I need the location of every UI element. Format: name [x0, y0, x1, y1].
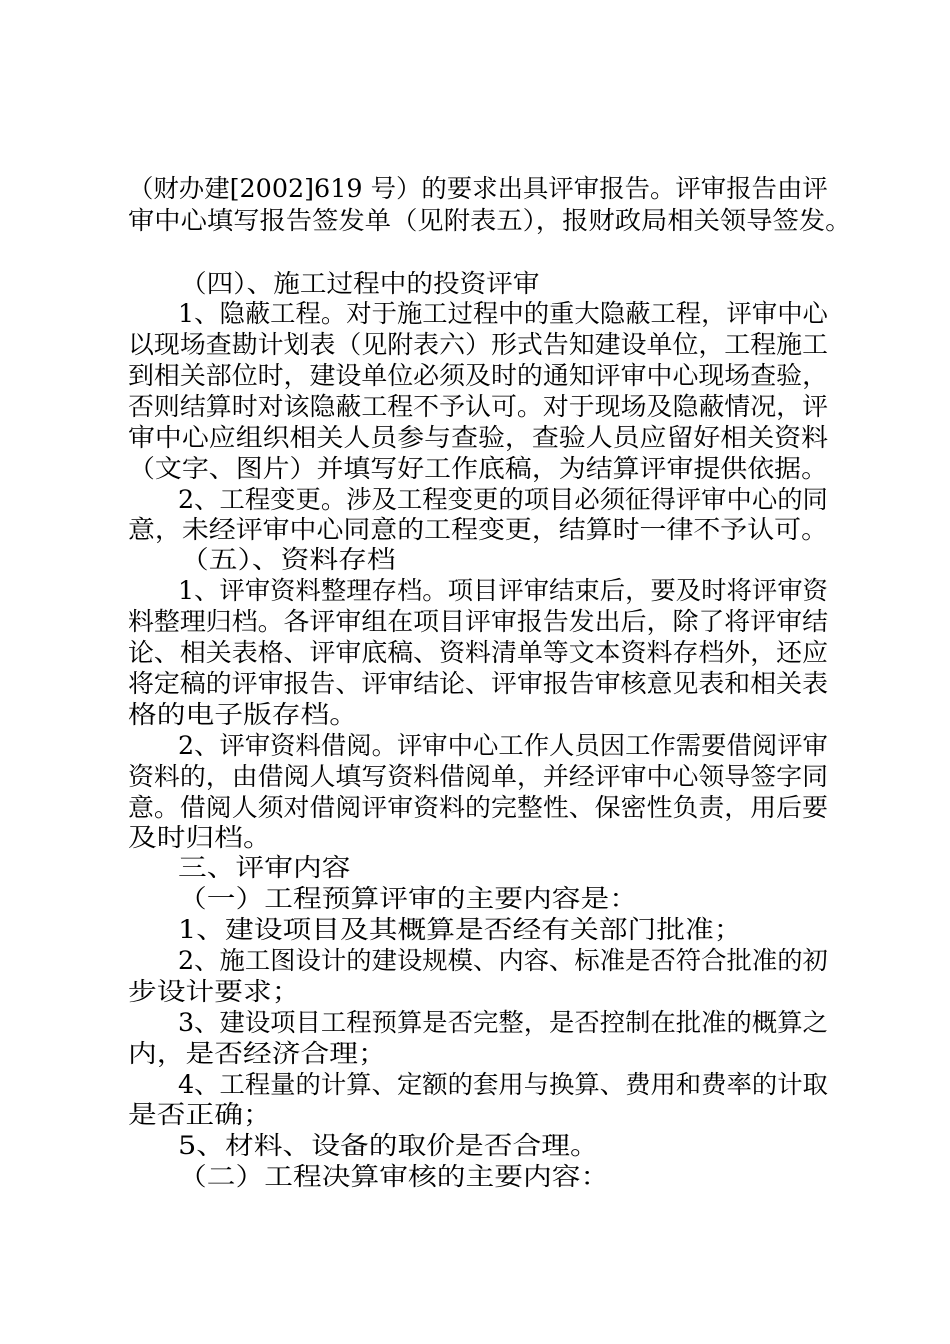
section-heading: （一）工程预算评审的主要内容是： — [178, 884, 639, 913]
section-heading: （五）、资料存档 — [180, 545, 396, 574]
text-line: （财办建[2002]619 号）的要求出具评审报告。评审报告由评 — [128, 174, 828, 203]
text-line: 1、建设项目及其概算是否经有关部门批准； — [178, 915, 743, 944]
text-line: 4、工程量的计算、定额的套用与换算、费用和费率的计取 — [178, 1070, 828, 1099]
text-line: 5、材料、设备的取价是否合理。 — [178, 1131, 599, 1160]
section-heading: （四）、施工过程中的投资评审 — [180, 269, 540, 298]
section-heading: （二）工程决算审核的主要内容： — [178, 1162, 610, 1191]
text-line: 步设计要求； — [128, 977, 301, 1006]
text-line: 意，未经评审中心同意的工程变更，结算时一律不予认可。 — [128, 515, 829, 544]
text-line: 2、施工图设计的建设规模、内容、标准是否符合批准的初 — [178, 946, 828, 975]
text-line: 论、相关表格、评审底稿、资料清单等文本资料存档外，还应 — [128, 638, 829, 667]
text-line: 料整理归档。各评审组在项目评审报告发出后，除了将评审结 — [128, 607, 829, 636]
text-line: 审中心应组织相关人员参与查验，查验人员应留好相关资料 — [128, 423, 829, 452]
text-line: 审中心填写报告签发单（见附表五），报财政局相关领导签发。 — [128, 206, 852, 235]
text-line: 1、评审资料整理存档。项目评审结束后，要及时将评审资 — [178, 576, 828, 605]
text-line: 格的电子版存档。 — [128, 700, 359, 729]
text-line: 是否正确； — [128, 1100, 272, 1129]
text-line: 将定稿的评审报告、评审结论、评审报告审核意见表和相关表 — [128, 669, 829, 698]
text-line: 内，是否经济合理； — [128, 1039, 387, 1068]
text-line: 否则结算时对该隐蔽工程不予认可。对于现场及隐蔽情况，评 — [128, 392, 829, 421]
text-line: 2、评审资料借阅。评审中心工作人员因工作需要借阅评审 — [178, 731, 828, 760]
text-line: 到相关部位时，建设单位必须及时的通知评审中心现场查验， — [128, 361, 829, 390]
text-line: 意。借阅人须对借阅评审资料的完整性、保密性负责，用后要 — [128, 793, 829, 822]
section-heading: 三、评审内容 — [178, 853, 351, 882]
text-line: 及时归档。 — [128, 823, 272, 852]
text-line: （文字、图片）并填写好工作底稿，为结算评审提供依据。 — [128, 454, 829, 483]
text-line: 资料的，由借阅人填写资料借阅单，并经评审中心领导签字同 — [128, 762, 829, 791]
text-line: 3、建设项目工程预算是否完整，是否控制在批准的概算之 — [178, 1008, 828, 1037]
text-line: 2、工程变更。涉及工程变更的项目必须征得评审中心的同 — [178, 485, 828, 514]
text-line: 1、隐蔽工程。对于施工过程中的重大隐蔽工程，评审中心 — [178, 299, 828, 328]
text-line: 以现场查勘计划表（见附表六）形式告知建设单位，工程施工 — [128, 330, 829, 359]
